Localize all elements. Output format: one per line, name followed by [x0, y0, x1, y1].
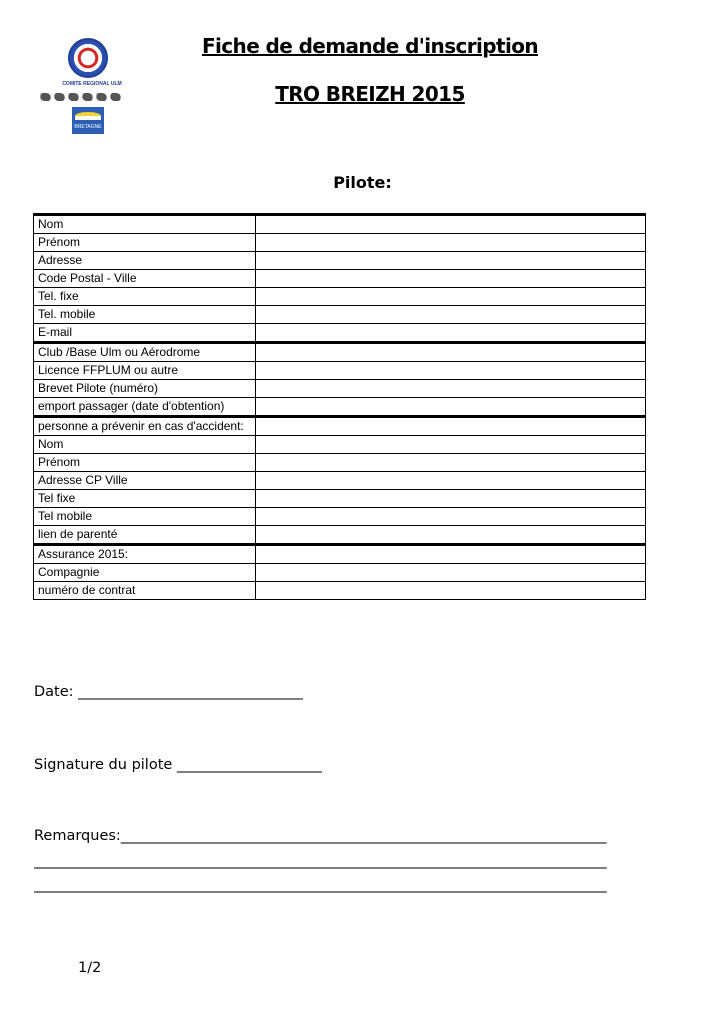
- field-value[interactable]: [256, 526, 646, 545]
- section-label-pilote: Pilote:: [333, 173, 392, 192]
- page-number: 1/2: [78, 960, 102, 976]
- form-row: [34, 234, 646, 252]
- region-bretagne-logo: BRETAGNE: [72, 107, 104, 134]
- page-title: Fiche de demande d'inscription: [201, 34, 538, 58]
- logo-caption: COMITE REGIONAL ULM: [62, 81, 122, 87]
- field-label: Code Postal - Ville: [34, 270, 256, 288]
- field-value[interactable]: [256, 234, 646, 252]
- form-row: [34, 324, 646, 343]
- field-label: Compagnie: [34, 564, 256, 582]
- field-value[interactable]: [256, 454, 646, 472]
- field-value[interactable]: [256, 545, 646, 564]
- field-label: Prénom: [34, 454, 256, 472]
- form-row: [34, 582, 646, 600]
- field-value[interactable]: [256, 490, 646, 508]
- form-row: [34, 526, 646, 545]
- field-value[interactable]: [256, 564, 646, 582]
- field-label: Tel mobile: [34, 508, 256, 526]
- aircraft-icon: [67, 93, 80, 101]
- aircraft-icon: [53, 93, 66, 101]
- form-row: [34, 472, 646, 490]
- ffplum-emblem-icon: [68, 38, 108, 78]
- aircraft-icons-strip: [40, 88, 138, 102]
- form-row: [34, 215, 646, 234]
- field-value[interactable]: [256, 252, 646, 270]
- remarks-blank-line: _______________________________________________________________________________: [34, 877, 607, 893]
- field-label: lien de parenté: [34, 526, 256, 545]
- registration-form-table: [33, 213, 646, 600]
- field-value[interactable]: [256, 380, 646, 398]
- field-value[interactable]: [256, 215, 646, 234]
- remarks-line: Remarques:___________________________________________________________________: [34, 828, 607, 844]
- field-value[interactable]: [256, 343, 646, 362]
- form-row: [34, 436, 646, 454]
- aircraft-icon: [95, 93, 108, 101]
- ffplum-logo: [38, 36, 138, 136]
- field-value[interactable]: [256, 398, 646, 417]
- form-row: [34, 398, 646, 417]
- field-value[interactable]: [256, 306, 646, 324]
- aircraft-icon: [39, 93, 52, 101]
- field-label: E-mail: [34, 324, 256, 343]
- field-label: Assurance 2015:: [34, 545, 256, 564]
- form-row: [34, 545, 646, 564]
- form-row: [34, 380, 646, 398]
- form-row: [34, 508, 646, 526]
- form-row: [34, 564, 646, 582]
- field-label: Club /Base Ulm ou Aérodrome: [34, 343, 256, 362]
- aircraft-icon: [109, 93, 122, 101]
- field-value[interactable]: [256, 270, 646, 288]
- field-label: Adresse: [34, 252, 256, 270]
- remarks-blank-line: _______________________________________________________________________________: [34, 853, 607, 869]
- signature-line: Signature du pilote ____________________: [34, 757, 322, 773]
- date-line: Date: _______________________________: [34, 684, 303, 700]
- aircraft-icon: [81, 93, 94, 101]
- field-label: Nom: [34, 436, 256, 454]
- field-label: numéro de contrat: [34, 582, 256, 600]
- field-label: Adresse CP Ville: [34, 472, 256, 490]
- form-row: [34, 490, 646, 508]
- field-value[interactable]: [256, 508, 646, 526]
- form-row: [34, 306, 646, 324]
- field-value[interactable]: [256, 288, 646, 306]
- field-label: Prénom: [34, 234, 256, 252]
- field-value[interactable]: [256, 324, 646, 343]
- page-subtitle: TRO BREIZH 2015: [275, 82, 465, 106]
- field-label: Nom: [34, 215, 256, 234]
- form-row: [34, 343, 646, 362]
- field-label: Licence FFPLUM ou autre: [34, 362, 256, 380]
- field-label: personne a prévenir en cas d'accident:: [34, 417, 256, 436]
- form-row: [34, 270, 646, 288]
- form-row: [34, 288, 646, 306]
- field-label: emport passager (date d'obtention): [34, 398, 256, 417]
- field-value[interactable]: [256, 582, 646, 600]
- form-row: [34, 252, 646, 270]
- form-row: [34, 454, 646, 472]
- field-label: Tel. mobile: [34, 306, 256, 324]
- field-label: Tel. fixe: [34, 288, 256, 306]
- form-row: [34, 417, 646, 436]
- form-row: [34, 362, 646, 380]
- field-value[interactable]: [256, 362, 646, 380]
- field-value[interactable]: [256, 417, 646, 436]
- field-label: Tel fixe: [34, 490, 256, 508]
- field-value[interactable]: [256, 472, 646, 490]
- field-value[interactable]: [256, 436, 646, 454]
- field-label: Brevet Pilote (numéro): [34, 380, 256, 398]
